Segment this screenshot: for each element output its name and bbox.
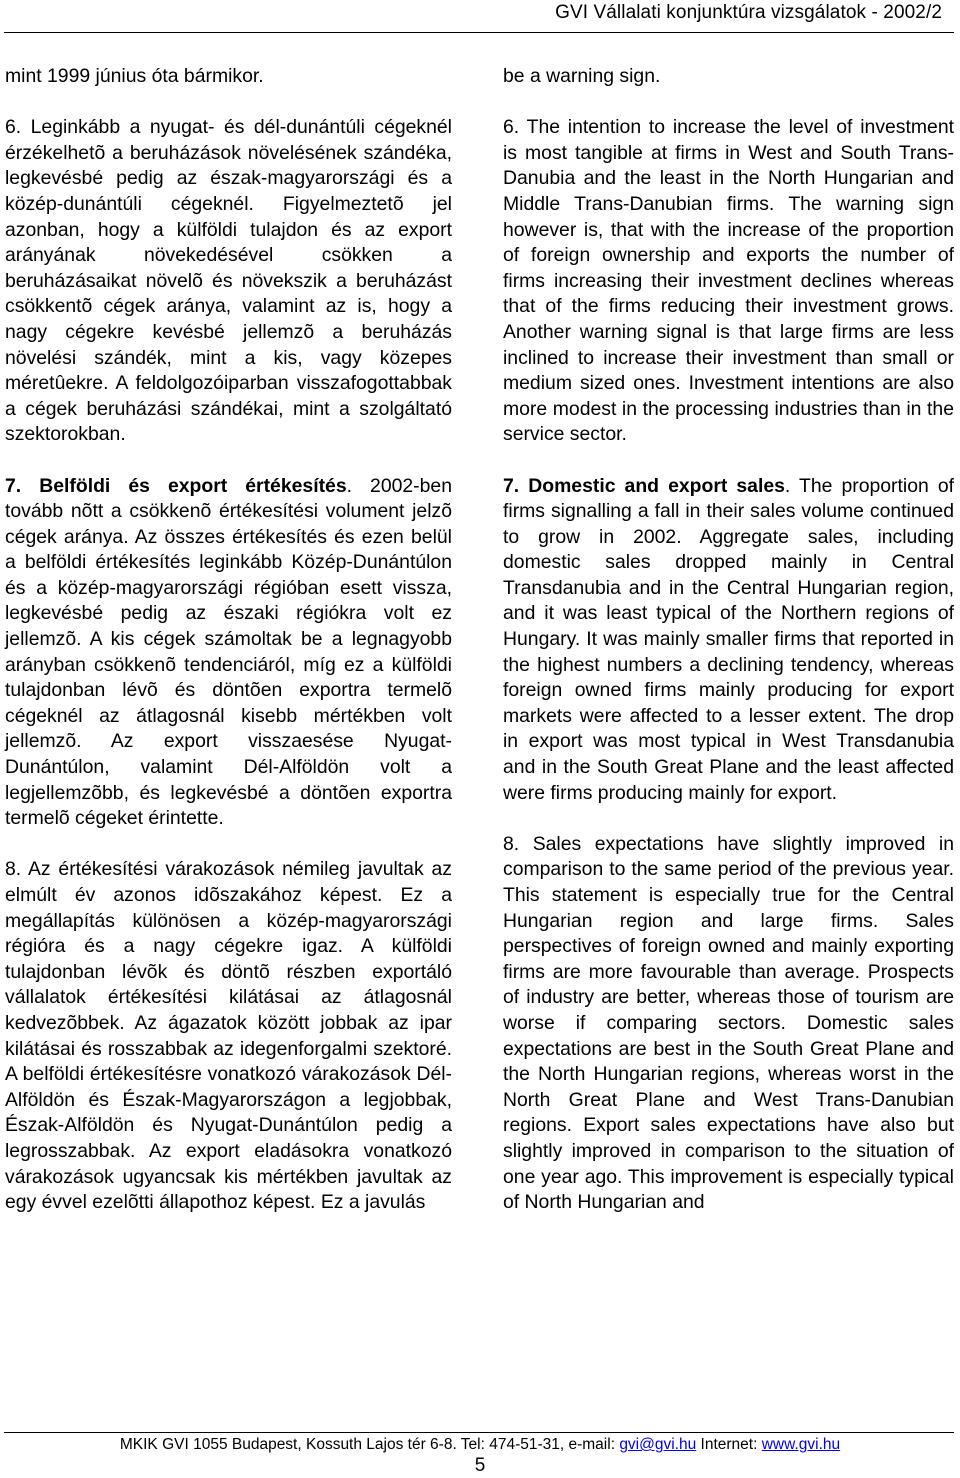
paragraph-6: 6. Leginkább a nyugat- és dél-dunántúli cégeknél érzékelhetõ a beruházások növelésének szándéka, legkevésbé pedig az észak-magyarországi és a közép-dunántúli cégeknél. Figyelmeztetõ jel azonban, hogy a külföldi tulajdon és az export arányának növekedésével csökken a beruházásaikat növelõ és növekszik a beruházást csökkentõ cégek aránya, valamint az is, hogy a nagy cégekre kevésbé jellemzõ a beruházás növelési szándék, mint a kis, vagy közepes méretûekre. A feldolgozóiparban visszafogottabbak a cégek beruházási szándékai, mint a szolgáltató szektorokban. xyxy=(5,116,452,446)
footer xyxy=(0,1436,960,1454)
website-link[interactable]: www.gvi.hu xyxy=(761,1436,841,1453)
running-header: GVI Vállalati konjunktúra vizsgálatok - 2002/2 xyxy=(555,2,942,23)
paragraph-7 xyxy=(5,474,452,832)
paragraph-7-heading: 7. Domestic and export sales xyxy=(503,474,785,497)
paragraph-7 xyxy=(503,474,954,807)
footer-address: MKIK GVI 1055 Budapest, Kossuth Lajos tér 6-8. Tel: 474-51-31, e-mail: xyxy=(119,1436,620,1453)
footer-rule xyxy=(4,1432,954,1433)
paragraph-8: 8. Az értékesítési várakozások némileg javultak az elmúlt év azonos idõszakához képest. Ez a megállapítás különösen a közép-magyarországi régióra és a nagy cégekre igaz. A külföldi tulajdonban lévõk és döntõ részben exportáló vállalatok értékesítési kilátásai az átlagosnál kedvezõbbek. Az ágazatok között jobbak az ipar kilátásai és rosszabbak az idegenforgalmi szektoré. A belföldi értékesítésre vonatkozó várakozások Dél-Alföldön és Észak-Magyarországon a legjobbak, Észak-Alföldön és Nyugat-Dunántúlon pedig a legrosszabbak. Az export eladásokra vonatkozó várakozások ugyancsak kis mértékben javultak az egy évvel ezelõtti állapothoz képest. Ez a javulás xyxy=(5,858,452,1214)
header-rule xyxy=(4,32,954,33)
paragraph-7-body: . 2002-ben tovább nõtt a csökkenõ értékesítési volument jelzõ cégek aránya. Az összes értékesítés és ezen belül a belföldi értékesítés leginkább Közép-Dunántúlon és a közép-magyarországi régióban esett vissza, legkevésbé pedig az északi régiókra volt ez jellemzõ. A kis cégek számoltak be a legnagyobb arányban csökkenõ tendenciáról, míg ez a külföldi tulajdonban lévõ és döntõen exportra termelõ cégeknél az átlagosnál kisebb mértékben volt jellemzõ. Az export visszaesése Nyugat-Dunántúlon, valamint Dél-Alföldön volt a legjellemzõbb, és legkevésbé a döntõen exportra termelõ cégeket érintette. xyxy=(5,474,452,830)
paragraph-continuation: mint 1999 június óta bármikor. xyxy=(5,65,264,87)
paragraph-8: 8. Sales expectations have slightly improved in comparison to the same period of the previous year. This statement is especially true for the Central Hungarian region and large firms. Sales perspectives of foreign owned and mainly exporting firms are more favourable than average. Prospects of industry are better, whereas those of tourism are worse if comparing sectors. Domestic sales expectations are best in the South Great Plane and the North Hungarian regions, whereas worst in the North Great Plane and West Trans-Danubian regions. Export sales expectations have also but slightly improved in comparison to the situation of one year ago. This improvement is especially typical of North Hungarian and xyxy=(503,832,954,1214)
email-link[interactable]: gvi@gvi.hu xyxy=(619,1436,697,1453)
page-number: 5 xyxy=(474,1455,486,1476)
hungarian-column xyxy=(5,64,452,1216)
paragraph-continuation: be a warning sign. xyxy=(503,65,661,87)
paragraph-7-heading: 7. Belföldi és export értékesítés xyxy=(5,474,347,497)
paragraph-7-body: . The proportion of firms signalling a fall in their sales volume continued to grow in 2002. Aggregate sales, including domestic sales dropped mainly in Central Transdanubia and in the Central Hungarian region, and it was least typical of the Northern regions of Hungary. It was mainly smaller firms that reported in the highest numbers a declining tendency, whereas foreign owned firms mainly producing for export markets were affected to a lesser extent. The drop in export was most typical in West Transdanubia and in the South Great Plane and the least affected were firms producing mainly for export. xyxy=(503,474,955,804)
footer-internet-label: Internet: xyxy=(696,1436,762,1453)
paragraph-6: 6. The intention to increase the level of investment is most tangible at firms in West and South Trans-Danubia and the least in the North Hungarian and Middle Trans-Danubian firms. The warning sign however is, that with the increase of the proportion of foreign ownership and exports the number of firms increasing their investment declines whereas that of the firms reducing their investment grows. Another warning signal is that large firms are less inclined to increase their investment than small or medium sized ones. Investment intentions are also more modest in the processing industries than in the service sector. xyxy=(503,116,954,446)
english-column xyxy=(503,64,954,1216)
